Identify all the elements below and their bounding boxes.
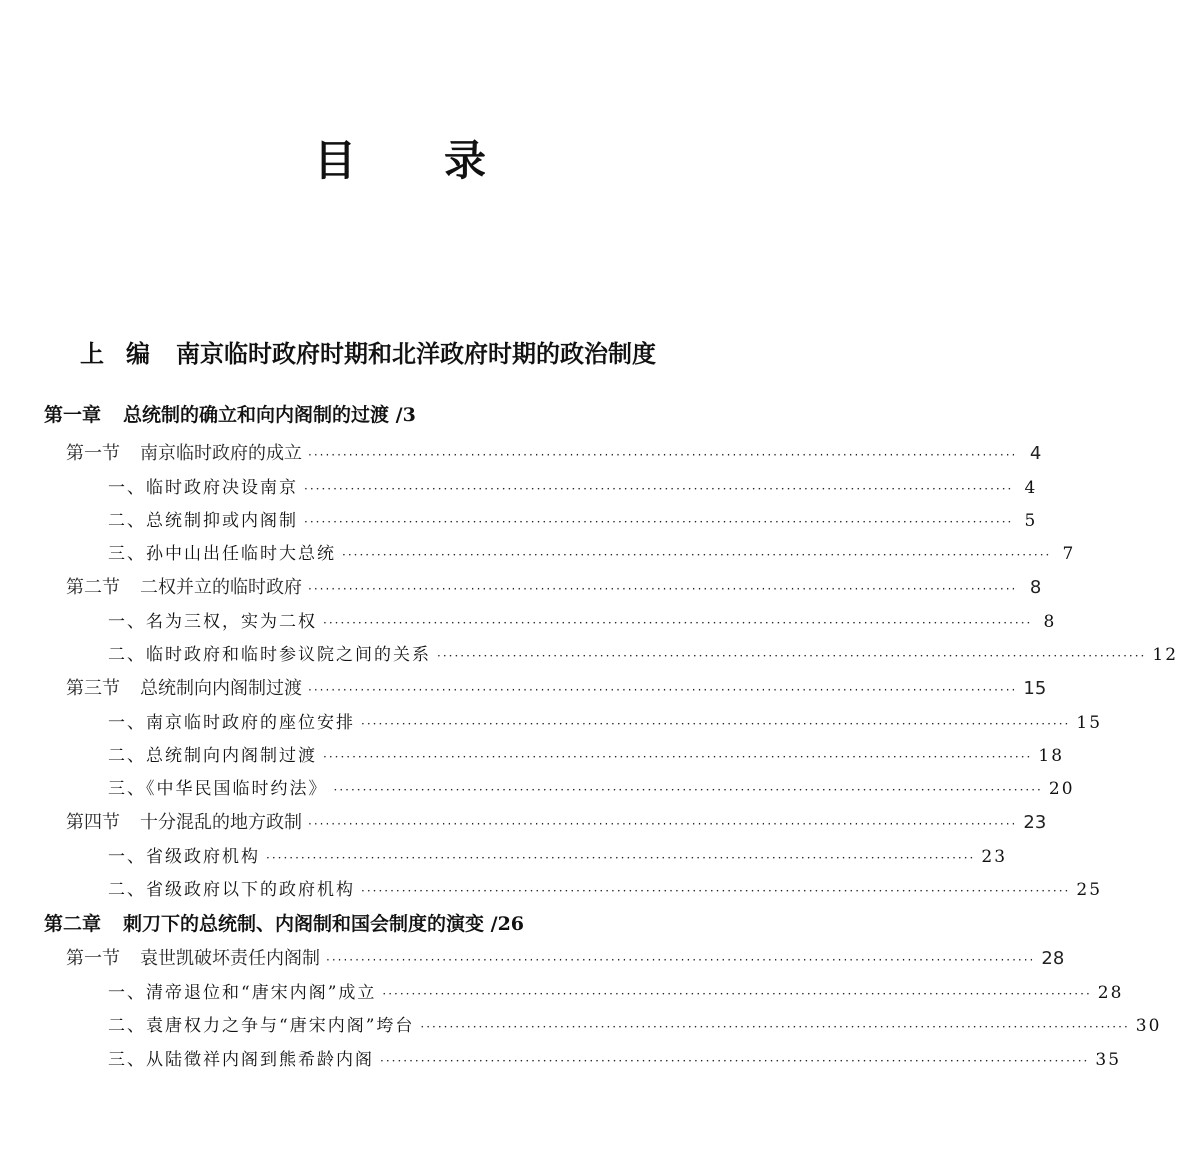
page-number: 8	[1029, 577, 1042, 598]
toc-section[interactable]	[66, 808, 1047, 834]
leader-dots: ··························································································································	[382, 987, 1092, 1001]
toc-item[interactable]	[108, 1045, 1122, 1070]
leader-dots: ··························································································································	[420, 1020, 1130, 1034]
leader-dots: ··························································································································	[308, 582, 1018, 596]
page-number: 8	[1043, 612, 1057, 632]
page-number: 18	[1038, 746, 1065, 766]
toc-chapter[interactable]	[44, 400, 760, 427]
leader-dots: ··························································································································	[308, 448, 1018, 462]
toc-item[interactable]	[108, 708, 1103, 733]
leader-dots: ··························································································································	[308, 683, 1018, 697]
page-number: 7	[1062, 544, 1076, 564]
leader-dots: ··························································································································	[266, 851, 976, 865]
title-char-1: 目	[313, 136, 356, 185]
section-title: 袁世凯破坏责任内阁制	[140, 948, 320, 969]
toc-section[interactable]	[66, 439, 1042, 465]
section-number: 第四节	[66, 812, 120, 833]
leader-dots: ··························································································································	[326, 953, 1036, 967]
section-title: 总统制向内阁制过渡	[140, 678, 302, 699]
leader-dots: ··························································································································	[380, 1054, 1090, 1068]
page-number: 23	[981, 847, 1008, 867]
chapter-title: 总统制的确立和向内阁制的过渡 /3	[123, 404, 416, 426]
item-title: 一、清帝退位和“唐宋内阁”成立	[108, 983, 377, 1003]
leader-dots: ··························································································································	[342, 548, 1052, 562]
page-number: 15	[1076, 713, 1103, 733]
item-title: 三、孙中山出任临时大总统	[108, 544, 336, 564]
item-title: 一、临时政府决设南京	[108, 478, 298, 498]
item-title: 二、总统制向内阁制过渡	[108, 746, 317, 766]
page-number: 28	[1041, 948, 1065, 969]
chapter-title: 刺刀下的总统制、内阁制和国会制度的演变 /26	[123, 913, 525, 935]
page-number: 23	[1023, 812, 1047, 833]
chapter-number: 第二章	[44, 913, 102, 935]
chapter-number: 第一章	[44, 404, 102, 426]
item-title: 三、从陆徵祥内阁到熊希龄内阁	[108, 1050, 374, 1070]
leader-dots: ··························································································································	[304, 515, 1014, 529]
page-title	[0, 128, 800, 188]
section-title: 南京临时政府的成立	[140, 443, 302, 464]
section-number: 第一节	[66, 948, 120, 969]
page-number: 12	[1152, 645, 1178, 665]
section-title: 十分混乱的地方政制	[140, 812, 302, 833]
item-title: 三、《中华民国临时约法》	[108, 779, 328, 799]
toc-item[interactable]	[108, 539, 1076, 564]
toc-item[interactable]	[108, 741, 1065, 766]
part-label-2: 编	[126, 339, 150, 368]
toc-item[interactable]	[108, 774, 1075, 799]
toc-item[interactable]	[108, 978, 1124, 1003]
leader-dots: ··························································································································	[323, 750, 1033, 764]
toc-section[interactable]	[66, 944, 1065, 970]
page-number: 25	[1076, 880, 1103, 900]
page-number: 15	[1023, 678, 1047, 699]
page-number: 28	[1097, 983, 1124, 1003]
item-title: 一、省级政府机构	[108, 847, 260, 867]
section-number: 第二节	[66, 577, 120, 598]
toc-section[interactable]	[66, 573, 1042, 599]
page-number: 5	[1024, 511, 1038, 531]
toc-item[interactable]	[108, 607, 1057, 632]
leader-dots: ··························································································································	[308, 817, 1018, 831]
leader-dots: ··························································································································	[333, 783, 1043, 797]
item-title: 二、袁唐权力之争与“唐宋内阁”垮台	[108, 1016, 415, 1036]
leader-dots: ··························································································································	[437, 649, 1147, 663]
page-number: 4	[1024, 478, 1038, 498]
toc-section[interactable]	[66, 674, 1047, 700]
title-char-2: 录	[444, 136, 487, 185]
toc-chapter[interactable]	[44, 909, 760, 936]
item-title: 二、总统制抑或内阁制	[108, 511, 298, 531]
part-label-1: 上	[80, 339, 104, 368]
section-number: 第三节	[66, 678, 120, 699]
leader-dots: ··························································································································	[361, 884, 1071, 898]
leader-dots: ··························································································································	[361, 717, 1071, 731]
part-heading	[80, 334, 760, 369]
toc-item[interactable]	[108, 506, 1038, 531]
toc-item[interactable]	[108, 473, 1038, 498]
section-title: 二权并立的临时政府	[140, 577, 302, 598]
toc-item[interactable]	[108, 842, 1008, 867]
page-number: 20	[1048, 779, 1075, 799]
toc-item[interactable]	[108, 875, 1103, 900]
leader-dots: ··························································································································	[323, 616, 1033, 630]
page-number: 30	[1135, 1016, 1162, 1036]
page-number: 4	[1029, 443, 1042, 464]
item-title: 一、南京临时政府的座位安排	[108, 713, 355, 733]
item-title: 二、临时政府和临时参议院之间的关系	[108, 645, 431, 665]
item-title: 一、名为三权，实为二权	[108, 612, 317, 632]
section-number: 第一节	[66, 443, 120, 464]
part-title: 南京临时政府时期和北洋政府时期的政治制度	[176, 339, 656, 368]
item-title: 二、省级政府以下的政府机构	[108, 880, 355, 900]
toc-item[interactable]	[108, 640, 1178, 665]
leader-dots: ··························································································································	[304, 482, 1014, 496]
toc-item[interactable]	[108, 1011, 1162, 1036]
page-number: 35	[1095, 1050, 1122, 1070]
